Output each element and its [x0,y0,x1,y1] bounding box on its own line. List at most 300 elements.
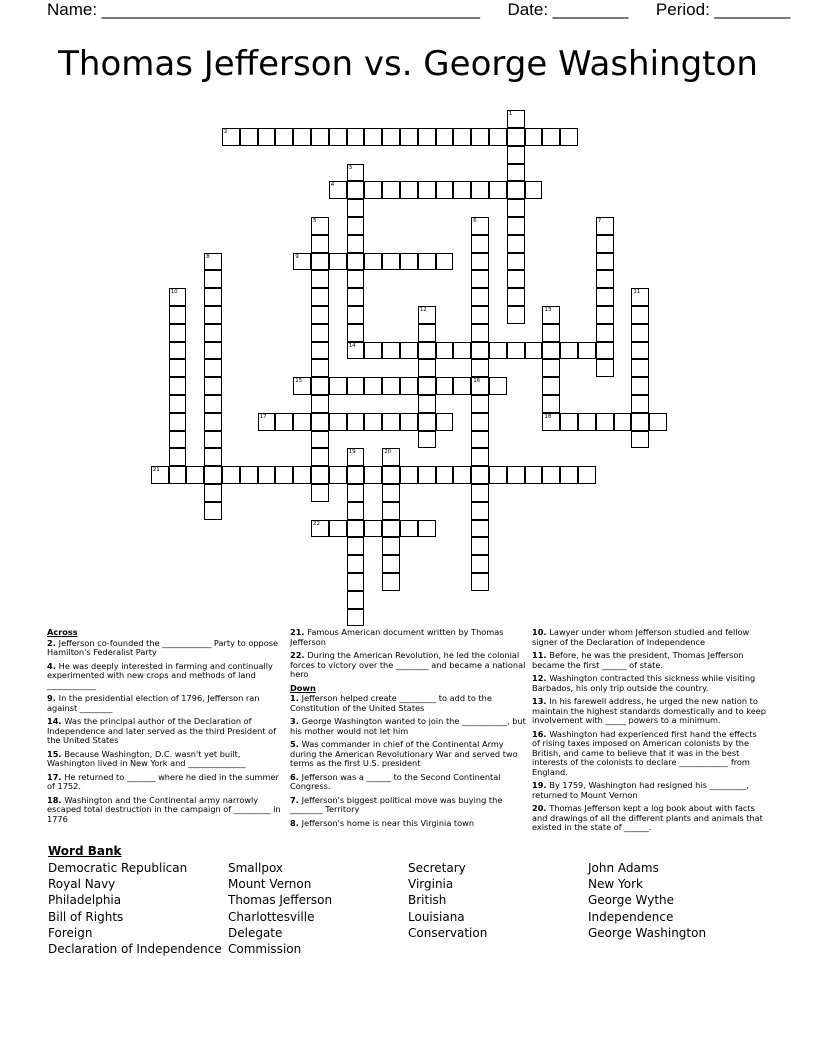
grid-cell[interactable] [507,270,525,288]
down-clue [532,651,766,670]
clue-number: 13 [544,307,552,313]
grid-cell[interactable] [169,395,187,413]
word-bank-item: George Wythe [588,893,675,908]
word-bank-item: Secretary [408,861,466,875]
grid-cell[interactable] [507,466,525,484]
grid-cell[interactable] [293,128,311,146]
grid-cell[interactable] [311,448,329,466]
clue-number: 11 [633,289,641,296]
grid-cell[interactable] [258,466,276,484]
word-bank-item: Bill of Rights [48,909,124,924]
grid-cell[interactable] [169,448,187,466]
grid-cell[interactable] [347,288,365,306]
grid-cell[interactable] [382,181,400,199]
down-clue [290,717,530,736]
grid-cell[interactable] [222,466,240,484]
clue-text: Jefferson's home is near this Virginia town [301,817,475,828]
clue-number: 10 [170,289,178,296]
word-bank-column-1 [48,860,222,957]
grid-cell[interactable] [258,413,276,431]
grid-cell[interactable] [169,342,187,360]
grid-cell[interactable] [418,324,436,342]
grid-cell[interactable] [649,413,667,431]
grid-cell[interactable] [204,324,222,342]
word-bank-item: Virginia [408,877,454,892]
grid-cell[interactable] [329,413,347,431]
grid-cell[interactable] [382,413,400,431]
grid-cell[interactable] [489,128,507,146]
grid-cell[interactable] [347,253,365,271]
clue-num: 16. [532,728,550,739]
clue-text: Washington had experienced first hand the effects of rising taxes imposed on American colonists by the British, and came to believe that it was in the best interests of the colonists to declare ____________ from England. [532,728,757,777]
grid-cell[interactable] [542,413,560,431]
word-bank-column-2 [228,860,332,957]
clue-number: 22 [313,520,320,527]
grid-cell[interactable] [596,235,614,253]
grid-cell[interactable] [382,253,400,271]
grid-cell[interactable] [578,342,596,360]
grid-cell[interactable] [347,591,365,609]
grid-cell[interactable] [596,270,614,288]
grid-cell[interactable] [631,431,649,449]
clue-number: 1 [508,111,513,118]
grid-cell[interactable] [169,324,187,342]
clue-text: Jefferson's biggest political move was buying the ________ Territory [290,794,503,814]
grid-cell[interactable] [204,342,222,360]
clue-number: 21 [152,467,160,474]
grid-cell[interactable] [507,181,525,199]
grid-cell[interactable] [347,502,365,520]
grid-cell[interactable] [364,413,382,431]
grid-cell[interactable] [204,253,222,271]
grid-cell[interactable] [382,466,400,484]
clue-num: 2. [47,637,59,648]
across-clue [47,773,287,792]
period-field[interactable]: Period: ________ [655,0,791,19]
grid-cell[interactable] [471,288,489,306]
down-clue [290,796,530,815]
grid-cell[interactable] [347,235,365,253]
grid-cell[interactable] [293,466,311,484]
grid-cell[interactable] [222,128,240,146]
down-clue [532,804,766,833]
grid-cell[interactable] [507,217,525,235]
grid-cell[interactable] [525,128,543,146]
grid-cell[interactable] [631,306,649,324]
grid-cell[interactable] [453,342,471,360]
grid-cell[interactable] [347,537,365,555]
across-clue [290,628,530,647]
grid-cell[interactable] [382,520,400,538]
grid-cell[interactable] [596,306,614,324]
grid-cell[interactable] [204,448,222,466]
grid-cell[interactable] [400,520,418,538]
grid-cell[interactable] [418,253,436,271]
down-clue [532,730,766,778]
grid-cell[interactable] [489,466,507,484]
grid-cell[interactable] [400,466,418,484]
grid-cell[interactable] [347,324,365,342]
grid-cell[interactable] [507,342,525,360]
grid-cell[interactable] [471,217,489,235]
grid-cell[interactable] [418,413,436,431]
grid-cell[interactable] [631,342,649,360]
grid-cell[interactable] [418,181,436,199]
grid-cell[interactable] [507,235,525,253]
grid-cell[interactable] [204,306,222,324]
clue-num: 17. [47,771,65,782]
grid-cell[interactable] [542,395,560,413]
grid-cell[interactable] [596,324,614,342]
grid-cell[interactable] [382,128,400,146]
clue-number: 18 [544,413,552,420]
grid-cell[interactable] [204,359,222,377]
grid-cell[interactable] [347,270,365,288]
grid-cell[interactable] [169,466,187,484]
grid-cell[interactable] [293,377,311,395]
grid-cell[interactable] [382,342,400,360]
grid-cell[interactable] [453,181,471,199]
grid-cell[interactable] [275,413,293,431]
grid-cell[interactable] [204,288,222,306]
grid-cell[interactable] [400,413,418,431]
grid-cell[interactable] [240,128,258,146]
grid-cell[interactable] [436,466,454,484]
grid-cell[interactable] [364,181,382,199]
grid-cell[interactable] [382,555,400,573]
grid-cell[interactable] [560,128,578,146]
grid-cell[interactable] [311,342,329,360]
grid-cell[interactable] [525,466,543,484]
grid-cell[interactable] [489,181,507,199]
grid-cell[interactable] [418,128,436,146]
grid-cell[interactable] [204,395,222,413]
grid-cell[interactable] [347,181,365,199]
clue-text: Jefferson was a ______ to the Second Continental Congress. [290,771,501,791]
grid-cell[interactable] [507,306,525,324]
grid-cell[interactable] [542,466,560,484]
clue-text: George Washington wanted to join the ___________, but his mother would not let him [290,716,526,736]
grid-cell[interactable] [293,253,311,271]
grid-cell[interactable] [382,448,400,466]
grid-cell[interactable] [347,164,365,182]
grid-cell[interactable] [418,520,436,538]
grid-cell[interactable] [560,466,578,484]
grid-cell[interactable] [418,342,436,360]
grid-cell[interactable] [525,181,543,199]
grid-cell[interactable] [596,359,614,377]
grid-cell[interactable] [329,181,347,199]
grid-cell[interactable] [471,359,489,377]
grid-cell[interactable] [436,181,454,199]
grid-cell[interactable] [542,306,560,324]
grid-cell[interactable] [169,377,187,395]
grid-cell[interactable] [453,128,471,146]
grid-cell[interactable] [311,324,329,342]
grid-cell[interactable] [596,342,614,360]
grid-cell[interactable] [471,181,489,199]
grid-cell[interactable] [347,413,365,431]
grid-cell[interactable] [169,431,187,449]
grid-cell[interactable] [471,342,489,360]
grid-cell[interactable] [418,377,436,395]
grid-cell[interactable] [525,342,543,360]
grid-cell[interactable] [418,395,436,413]
grid-cell[interactable] [311,270,329,288]
grid-cell[interactable] [507,110,525,128]
grid-cell[interactable] [204,270,222,288]
grid-cell[interactable] [204,431,222,449]
grid-cell[interactable] [471,502,489,520]
grid-cell[interactable] [311,395,329,413]
grid-cell[interactable] [418,306,436,324]
grid-cell[interactable] [240,466,258,484]
grid-cell[interactable] [596,217,614,235]
clue-num: 4. [47,660,59,671]
grid-cell[interactable] [400,253,418,271]
clue-number: 12 [419,307,427,313]
grid-cell[interactable] [418,466,436,484]
grid-cell[interactable] [311,217,329,235]
grid-cell[interactable] [204,413,222,431]
grid-cell[interactable] [169,413,187,431]
word-bank-item: John Adams [588,861,659,875]
across-heading: Across [47,627,78,637]
clue-text: Thomas Jefferson kept a log book about with facts and drawings of all the different plants and animals that existed in the state of ______. [532,803,763,832]
grid-cell[interactable] [347,217,365,235]
grid-cell[interactable] [311,466,329,484]
grid-cell[interactable] [382,377,400,395]
grid-cell[interactable] [471,537,489,555]
grid-cell[interactable] [631,324,649,342]
grid-cell[interactable] [631,395,649,413]
word-bank-item: British [408,893,447,908]
grid-cell[interactable] [436,128,454,146]
grid-cell[interactable] [614,413,632,431]
grid-cell[interactable] [347,199,365,217]
grid-cell[interactable] [311,306,329,324]
grid-cell[interactable] [507,128,525,146]
grid-cell[interactable] [596,413,614,431]
grid-cell[interactable] [382,573,400,591]
grid-cell[interactable] [364,342,382,360]
grid-cell[interactable] [471,413,489,431]
grid-cell[interactable] [507,146,525,164]
grid-cell[interactable] [169,359,187,377]
clue-number: 6 [473,218,477,224]
down-clue [532,697,766,726]
grid-cell[interactable] [471,555,489,573]
clue-number: 17 [259,413,267,420]
word-bank-item: Charlottesville [228,909,315,924]
grid-cell[interactable] [507,164,525,182]
clue-text: Jefferson helped create _________ to add to the Constitution of the United States [290,693,492,713]
clue-num: 14. [47,716,65,726]
date-field[interactable]: Date: ________ [507,0,629,19]
grid-cell[interactable] [489,342,507,360]
grid-cell[interactable] [542,342,560,360]
grid-cell[interactable] [311,377,329,395]
grid-cell[interactable] [471,235,489,253]
grid-cell[interactable] [311,484,329,502]
grid-cell[interactable] [631,359,649,377]
clue-text: In the presidential election of 1796, Jefferson ran against ________ [47,693,260,713]
clue-text: In his farewell address, he urged the new nation to maintain the highest standards domestically and to keep involvement with _____ powers to a minimum. [532,696,766,725]
grid-cell[interactable] [329,128,347,146]
grid-cell[interactable] [400,181,418,199]
grid-cell[interactable] [204,466,222,484]
grid-cell[interactable] [329,520,347,538]
across-clue [47,694,287,713]
clues-column-1 [47,628,287,828]
clue-number: 7 [597,218,602,224]
clue-number: 2 [224,129,228,135]
grid-cell[interactable] [329,377,347,395]
grid-cell[interactable] [436,253,454,271]
clue-num: 8. [290,817,302,828]
grid-cell[interactable] [347,377,365,395]
grid-cell[interactable] [471,306,489,324]
grid-cell[interactable] [436,342,454,360]
grid-cell[interactable] [578,466,596,484]
grid-cell[interactable] [311,235,329,253]
grid-cell[interactable] [471,520,489,538]
grid-cell[interactable] [418,359,436,377]
clue-text: Lawyer under whom Jefferson studied and fellow signer of the Declaration of Independence [532,627,750,647]
grid-cell[interactable] [169,288,187,306]
grid-cell[interactable] [631,413,649,431]
grid-cell[interactable] [169,306,187,324]
grid-cell[interactable] [596,253,614,271]
clue-number: 20 [384,449,392,456]
grid-cell[interactable] [204,377,222,395]
clue-num: 22. [290,650,308,660]
grid-cell[interactable] [347,555,365,573]
grid-cell[interactable] [400,128,418,146]
grid-cell[interactable] [311,413,329,431]
grid-cell[interactable] [631,377,649,395]
grid-cell[interactable] [560,342,578,360]
grid-cell[interactable] [471,324,489,342]
grid-cell[interactable] [186,466,204,484]
grid-cell[interactable] [311,128,329,146]
grid-cell[interactable] [275,466,293,484]
grid-cell[interactable] [364,377,382,395]
down-clue [532,781,766,800]
grid-cell[interactable] [596,288,614,306]
clue-number: 5 [313,218,317,224]
grid-cell[interactable] [542,377,560,395]
grid-cell[interactable] [364,520,382,538]
grid-cell[interactable] [204,502,222,520]
clue-num: 7. [290,794,302,805]
grid-cell[interactable] [471,484,489,502]
grid-cell[interactable] [560,413,578,431]
grid-cell[interactable] [347,448,365,466]
grid-cell[interactable] [382,502,400,520]
clue-text: Washington contracted this sickness while visiting Barbados, his only trip outside the country. [532,673,756,693]
grid-cell[interactable] [471,431,489,449]
grid-cell[interactable] [382,484,400,502]
grid-cell[interactable] [542,128,560,146]
grid-cell[interactable] [311,520,329,538]
grid-cell[interactable] [311,253,329,271]
grid-cell[interactable] [347,484,365,502]
grid-cell[interactable] [453,377,471,395]
grid-cell[interactable] [347,466,365,484]
grid-cell[interactable] [293,413,311,431]
grid-cell[interactable] [631,288,649,306]
grid-cell[interactable] [400,342,418,360]
grid-cell[interactable] [471,395,489,413]
clue-text: Was the principal author of the Declaration of Independence and later served as the third President of the United States [47,716,276,745]
word-bank-item: George Washington [588,925,707,940]
clue-number: 4 [330,182,335,189]
clue-text: Famous American document written by Thomas Jefferson [290,627,504,647]
grid-cell[interactable] [275,128,293,146]
grid-cell[interactable] [347,128,365,146]
grid-cell[interactable] [507,253,525,271]
clue-text: Because Washington, D.C. wasn't yet built, Washington lived in New York and ______________ [47,748,246,768]
grid-cell[interactable] [347,520,365,538]
grid-cell[interactable] [364,466,382,484]
word-bank-item: Smallpox [228,861,284,875]
grid-cell[interactable] [471,466,489,484]
grid-cell[interactable] [258,128,276,146]
grid-cell[interactable] [311,359,329,377]
clue-num: 9. [47,693,59,703]
grid-cell[interactable] [436,413,454,431]
grid-cell[interactable] [507,199,525,217]
grid-cell[interactable] [329,466,347,484]
grid-cell[interactable] [453,466,471,484]
grid-cell[interactable] [311,288,329,306]
word-bank-item: Thomas Jefferson [228,893,333,908]
grid-cell[interactable] [364,253,382,271]
grid-cell[interactable] [507,288,525,306]
grid-cell[interactable] [364,128,382,146]
name-field[interactable]: Name: ________________________________________ [47,0,480,19]
grid-cell[interactable] [578,413,596,431]
grid-cell[interactable] [347,342,365,360]
grid-cell[interactable] [471,377,489,395]
grid-cell[interactable] [471,253,489,271]
grid-cell[interactable] [311,431,329,449]
grid-cell[interactable] [204,484,222,502]
grid-cell[interactable] [347,306,365,324]
grid-cell[interactable] [471,270,489,288]
clue-text: He was deeply interested in farming and continually experimented with new crops and methods of land ____________ [47,660,273,690]
grid-cell[interactable] [347,573,365,591]
grid-cell[interactable] [471,128,489,146]
grid-cell[interactable] [489,377,507,395]
grid-cell[interactable] [418,431,436,449]
across-clue [47,639,287,658]
grid-cell[interactable] [471,573,489,591]
word-bank-item: Declaration of Independence [48,942,222,957]
grid-cell[interactable] [542,324,560,342]
grid-cell[interactable] [347,609,365,627]
grid-cell[interactable] [471,448,489,466]
grid-cell[interactable] [151,466,169,484]
grid-cell[interactable] [400,377,418,395]
grid-cell[interactable] [382,537,400,555]
grid-cell[interactable] [542,359,560,377]
grid-cell[interactable] [436,377,454,395]
clue-num: 12. [532,673,550,683]
across-clue [290,651,530,680]
grid-cell[interactable] [329,253,347,271]
